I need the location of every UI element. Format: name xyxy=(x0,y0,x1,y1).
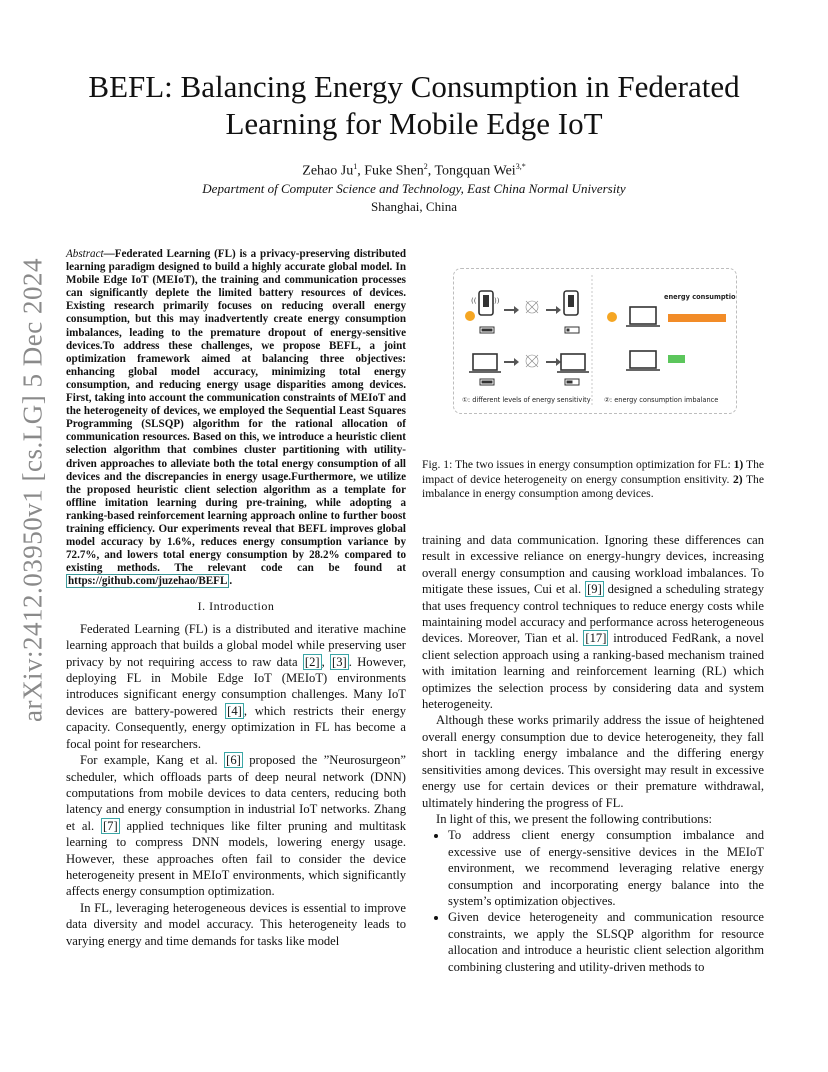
citation-link[interactable]: [4] xyxy=(227,703,242,718)
figure-caption: Fig. 1: The two issues in energy consumption optimization for FL: 1) The impact of device heterogeneity on energy consumption ensitivity. 2) The imbalance in energy consumption among devices. xyxy=(422,458,765,500)
panel-left-label: ①: different levels of energy sensitivity xyxy=(462,396,591,404)
arrow-icon xyxy=(504,306,519,314)
list-item: • Given device heterogeneity and communication resource constraints, we apply the SLSQP algorithm for resource allocation and introduce a heuristic client selection algorithm combining clustering and utility-driven methods to xyxy=(448,909,764,975)
paragraph: For example, Kang et al. [6] proposed the ”Neurosurgeon” scheduler, which offloads parts of deep neural network (DNN) computations from mobile devices to data centers, reducing both latency and energy consumption in industrial IoT networks. Zhang et al. [7] applied techniques like filter pruning and multitask learning to compress DNN models, lowering energy usage. However, these approaches often fail to consider the device heterogeneity present in MEIoT environments, which significantly affects energy consumption optimization. xyxy=(66,753,406,899)
section-heading-introduction: I. Introduction xyxy=(197,599,275,614)
figure-illustration xyxy=(454,269,736,413)
panel-right-label: ②: energy consumption imbalance xyxy=(604,396,719,404)
paragraph: Although these works primarily address the issue of heightened overall energy consumption due to device heterogeneity, they fall short in tackling energy imbalance and the differing energy sensitivities among devices. This oversight may result in excessive energy use for certain devices or their premature withdrawal, ultimately hindering the progress of FL. xyxy=(422,713,764,810)
citation-link[interactable]: [3] xyxy=(332,654,347,669)
right-column xyxy=(422,532,764,975)
paper-title: BEFL: Balancing Energy Consumption in Federated Learning for Mobile Edge IoT xyxy=(88,69,740,141)
phone-icon xyxy=(479,291,493,315)
citation-link[interactable]: [17] xyxy=(585,631,607,646)
laptop-icon xyxy=(626,307,660,326)
citation-link[interactable]: [2] xyxy=(304,654,320,669)
citation-link[interactable]: [9] xyxy=(587,582,602,597)
list-item: • To address client energy consumption imbalance and excessive use of energy-sensitive devices in the MEIoT environment, we recommend leveraging relative energy consumption and incorporating energy balance into the system’s optimization objectives. xyxy=(448,827,764,909)
laptop-icon xyxy=(557,354,589,372)
citation-link[interactable]: [7] xyxy=(102,818,118,833)
network-icon xyxy=(526,301,538,313)
affiliation-city: Shanghai, China xyxy=(371,199,457,214)
affiliation: Department of Computer Science and Technology, East China Normal University xyxy=(202,181,626,196)
author-name: Fuke Shen xyxy=(364,163,424,179)
battery-low-icon xyxy=(567,329,570,332)
legend-title: energy consumption xyxy=(664,293,736,301)
paragraph: In FL, leveraging heterogeneous devices is essential to improve data diversity and model accuracy. This heterogeneity leads to varying energy and time demands for tasks like model xyxy=(66,900,406,948)
svg-text:((: (( xyxy=(471,297,477,305)
code-link[interactable]: https://github.com/juzehao/BEFL xyxy=(68,575,228,588)
sad-face-icon xyxy=(465,311,475,321)
energy-bar-low xyxy=(668,355,685,363)
figure-1 xyxy=(453,268,737,414)
sad-face-icon xyxy=(607,312,617,322)
citation-link[interactable]: [6] xyxy=(226,753,241,768)
arrow-icon xyxy=(546,306,561,314)
abstract: Abstract—Federated Learning (FL) is a privacy-preserving distributed learning paradigm designed to build a highly accurate global model. In Mobile Edge IoT (MEIoT), the training and communication processes can significantly deplete the limited battery resources of devices. Existing research primarily focuses on reducing overall energy consumption, but this may inadvertently create energy consumption imbalances, leading to the premature dropout of energy-sensitive devices.To address these challenges, we propose BEFL, a joint optimization framework aimed at balancing three objectives: enhancing global model accuracy, minimizing total energy consumption, and reducing energy usage disparities among devices. First, taking into account the communication constraints of MEIoT and the heterogeneity of devices, we employed the Sequential Least Squares Programming (SLSQP) algorithm for the rational allocation of communication resources. Based on this, we introduce a heuristic client selection algorithm that combines cluster partitioning with utility-driven approaches to alleviate both the total energy consumption of all devices and the discrepancies in energy usage.Furthermore, we utilize the proposed heuristic client selection algorithm as a template for offline imitation learning during pre-training, while adopting a ranking-based reinforcement learning approach online to further boost training efficiency. Our experiments reveal that BEFL improves global model accuracy by 1.6%, reduces energy consumption variance by 72.7%, and lowers total energy consumption by 28.2% compared to existing methods. The relevant code can be found at https://github.com/juzehao/BEFL . xyxy=(66,248,406,588)
paragraph: Federated Learning (FL) is a distributed and iterative machine learning approach that builds a global model while preserving user privacy by not requiring access to raw data [2] , [3] . However, deploying FL in Mobile Edge IoT (MEIoT) environments introduces significant energy consumption challenges. Many IoT devices are battery-powered [4] , which restricts their energy capacity. Consequently, energy optimization in FL has become a focal point for researchers. xyxy=(66,621,406,751)
author-name: Zehao Ju xyxy=(302,163,354,179)
paragraph: training and data communication. Ignoring these differences can result in excessive reliance on energy-hungry devices, increasing overall energy consumption and causing workload imbalances. To mitigate these issues, Cui et al. [9] designed a scheduling strategy that uses frequency control techniques to reduce energy costs while maintaining model accuracy and performance across heterogeneous devices. Moreover, Tian et al. [17] introduced FedRank, a novel client selection approach using a ranking-based mechanism trained with imitation learning and reinforcement learning (RL) which optimizes the selection process by considering data and system heterogeneity. xyxy=(422,533,764,712)
author-list: Zehao Ju$^1$, Fuke Shen$^2$, Tongquan Wei$^{3,*}$ xyxy=(302,162,526,179)
author-name: Tongquan Wei xyxy=(434,163,516,179)
svg-text:)): )) xyxy=(494,297,500,305)
laptop-icon xyxy=(469,354,501,372)
battery-full-icon xyxy=(482,329,493,332)
phone-icon xyxy=(564,291,578,315)
left-column xyxy=(66,248,406,949)
contribution-list xyxy=(422,827,764,975)
paragraph: In light of this, we present the following contributions: xyxy=(436,811,712,826)
energy-bar-high xyxy=(668,314,726,322)
laptop-icon xyxy=(626,351,660,370)
arxiv-identifier: arXiv:2412.03950v1 [cs.LG] 5 Dec 2024 xyxy=(17,258,48,722)
